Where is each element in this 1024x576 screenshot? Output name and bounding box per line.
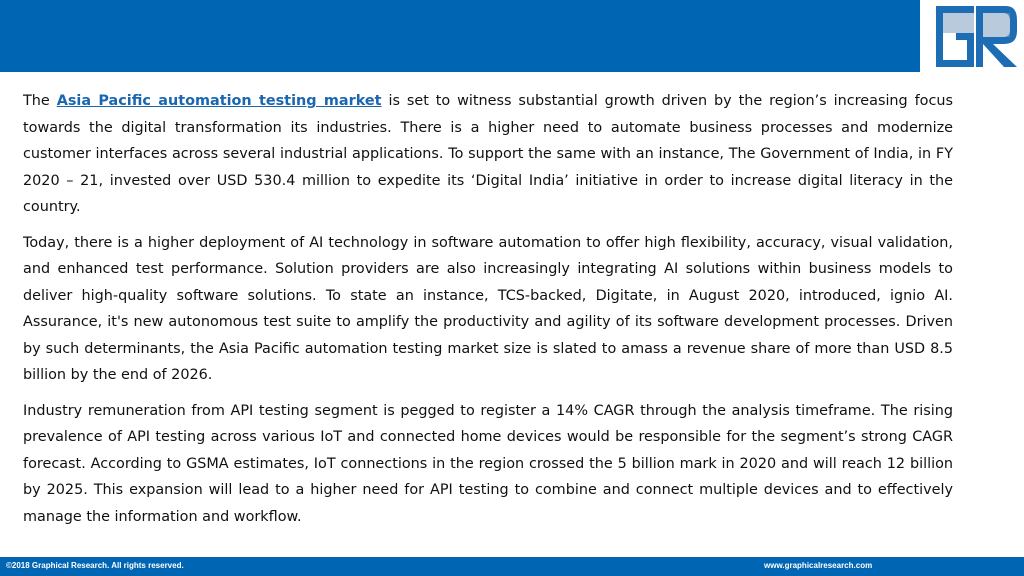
paragraph-2: Today, there is a higher deployment of AI technology in software automation to offer high flexibility, accuracy, visual validation, and enhanced test performance. Solution providers are also increasingly integrating AI solutions within business models to deliver high-quality software solutions. To state an instance, TCS-backed, Digitate, in August 2020, introduced, ignio AI. Assurance, it's new autonomous test suite to amplify the productivity and agility of its software development processes. Driven by such determinants, the Asia Pacific automation testing market size is slated to amass a revenue share of more than USD 8.5 billion by the end of 2026. bbox=[23, 234, 953, 383]
copyright-text: ©2018 Graphical Research. All rights reserved. bbox=[6, 561, 184, 570]
article-body bbox=[23, 88, 953, 539]
paragraph-1-prefix: The bbox=[23, 93, 57, 109]
gr-logo-icon bbox=[920, 0, 1024, 72]
footer-bar bbox=[0, 557, 1024, 576]
website-link[interactable]: www.graphicalresearch.com bbox=[764, 561, 873, 570]
paragraph-1-text: is set to witness substantial growth driven by the region’s increasing focus towards the digital transformation its industries. There is a higher need to automate business processes and modernize customer interfaces across several industrial applications. To support the same with an instance, The Government of India, in FY 2020 – 21, invested over USD 530.4 million to expedite its ‘Digital India’ initiative in order to increase digital literacy in the country. bbox=[23, 93, 954, 215]
paragraph-3: Industry remuneration from API testing segment is pegged to register a 14% CAGR through the analysis timeframe. The rising prevalence of API testing across various IoT and connected home devices would be responsible for the segment’s strong CAGR forecast. According to GSMA estimates, IoT connections in the region crossed the 5 billion mark in 2020 and will reach 12 billion by 2025. This expansion will lead to a higher need for API testing to combine and connect multiple devices and to effectively manage the information and workflow. bbox=[23, 402, 953, 525]
market-report-link[interactable]: Asia Pacific automation testing market bbox=[56, 93, 382, 109]
header-bar bbox=[0, 0, 1024, 72]
paragraph-1 bbox=[23, 88, 953, 221]
